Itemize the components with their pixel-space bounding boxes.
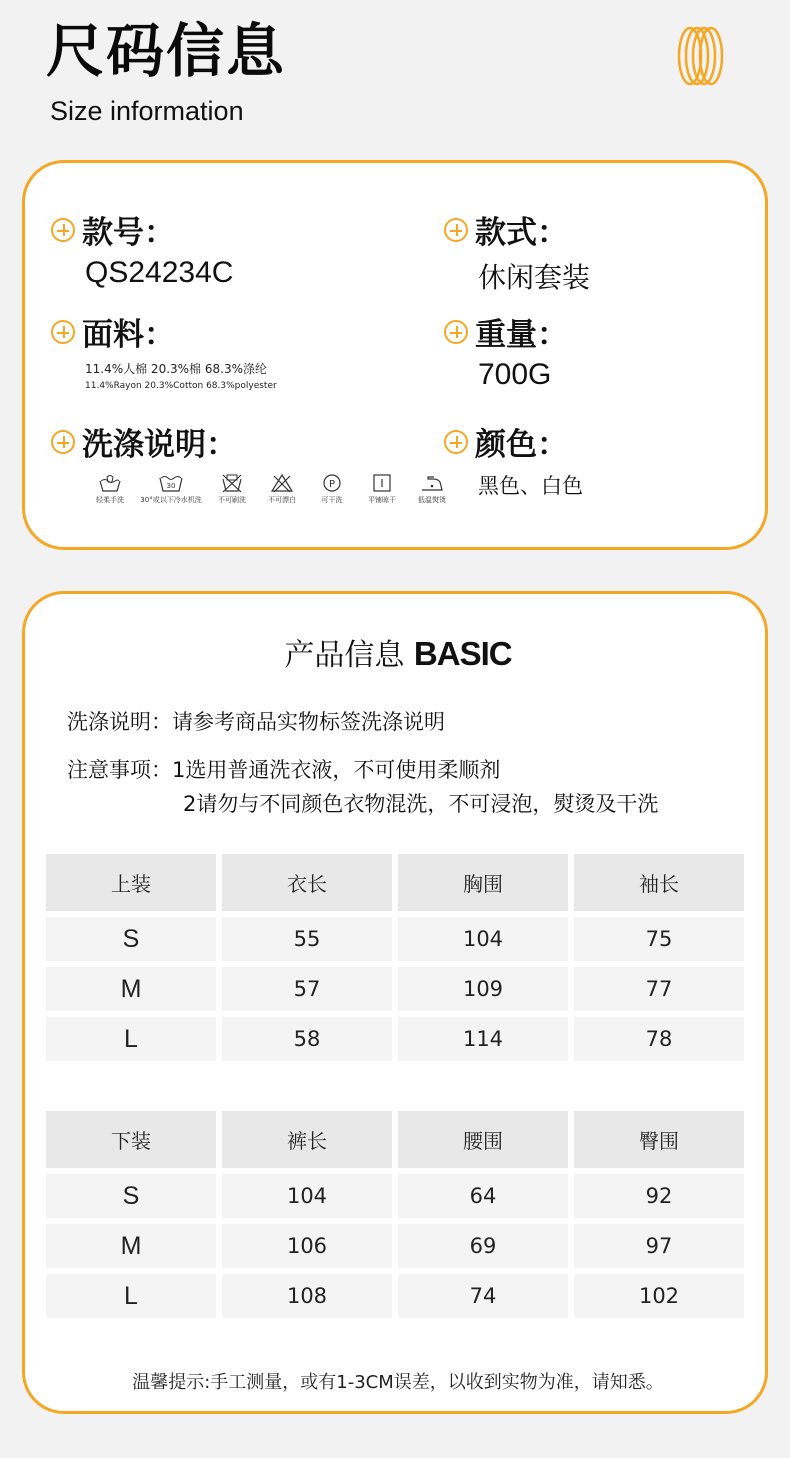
rings-logo-icon (676, 24, 728, 88)
no-brush-icon (219, 473, 245, 493)
style-no-value: QS24234C (85, 256, 234, 289)
care-item: 不可漂白 (258, 473, 306, 505)
care-item: 平铺晾干 (358, 473, 406, 505)
table-cell: 104 (398, 917, 568, 961)
size-cell: L (46, 1017, 216, 1061)
plus-circle-icon (444, 430, 468, 454)
plus-circle-icon (51, 320, 75, 344)
table-header-cell: 下装 (46, 1111, 216, 1168)
plus-circle-icon (444, 320, 468, 344)
weight-label: 重量： (475, 317, 568, 353)
table-header-cell: 袖长 (574, 854, 744, 911)
hand-wash-icon (97, 473, 123, 493)
svg-text:30: 30 (166, 482, 176, 490)
color-field (444, 419, 583, 500)
color-label: 颜色： (475, 427, 568, 463)
basic-title-cn: 产品信息 (284, 638, 405, 673)
plus-circle-icon (444, 218, 468, 242)
table-cell: 109 (398, 967, 568, 1011)
top-size-table (46, 854, 748, 1067)
size-cell: M (46, 1224, 216, 1268)
page-subtitle: Size information (50, 96, 244, 126)
table-cell: 108 (222, 1274, 392, 1318)
caution-note-1: 注意事项：1选用普通洗衣液，不可使用柔顺剂 (67, 758, 501, 782)
plus-circle-icon (51, 430, 75, 454)
table-cell: 57 (222, 967, 392, 1011)
table-cell: 58 (222, 1017, 392, 1061)
table-cell: 104 (222, 1174, 392, 1218)
low-iron-icon (419, 473, 445, 493)
table-row (46, 1174, 748, 1218)
dry-clean-p-icon (319, 473, 345, 493)
machine-wash-30-icon (158, 473, 184, 493)
page-title: 尺码信息 (46, 17, 287, 85)
fabric-composition-cn: 11.4%人棉 20.3%棉 68.3%涤纶 (85, 362, 267, 376)
table-header-cell: 臀围 (574, 1111, 744, 1168)
style-no-field (51, 207, 233, 290)
style-label: 款式： (475, 215, 568, 251)
table-cell: 77 (574, 967, 744, 1011)
table-cell: 78 (574, 1017, 744, 1061)
care-icons-row (86, 473, 458, 505)
table-header-cell: 衣长 (222, 854, 392, 911)
table-header-cell: 上装 (46, 854, 216, 911)
size-cell: L (46, 1274, 216, 1318)
fabric-label: 面料： (82, 317, 175, 353)
table-cell: 55 (222, 917, 392, 961)
table-header-row (46, 1111, 748, 1168)
table-cell: 64 (398, 1174, 568, 1218)
basic-title-en: BASIC (413, 635, 512, 672)
wash-label: 洗涤说明： (82, 427, 237, 463)
table-row (46, 917, 748, 961)
footer-tip: 温馨提示:手工测量，或有1-3CM误差，以收到实物为准，请知悉。 (132, 1372, 664, 1393)
basic-title (25, 630, 771, 674)
style-field (444, 207, 590, 296)
table-row (46, 967, 748, 1011)
table-row (46, 1274, 748, 1318)
color-value: 黑色、白色 (478, 474, 583, 498)
size-cell: M (46, 967, 216, 1011)
table-header-cell: 裤长 (222, 1111, 392, 1168)
table-cell: 114 (398, 1017, 568, 1061)
style-no-label: 款号： (82, 215, 175, 251)
no-bleach-icon (269, 473, 295, 493)
table-cell: 75 (574, 917, 744, 961)
table-cell: 74 (398, 1274, 568, 1318)
product-basic-card (22, 591, 768, 1414)
table-cell: 102 (574, 1274, 744, 1318)
table-row (46, 1017, 748, 1061)
size-cell: S (46, 917, 216, 961)
table-cell: 69 (398, 1224, 568, 1268)
weight-field (444, 309, 568, 392)
table-cell: 106 (222, 1224, 392, 1268)
care-item: 低温熨烫 (408, 473, 456, 505)
flat-dry-icon (369, 473, 395, 493)
table-row (46, 1224, 748, 1268)
table-header-cell: 胸围 (398, 854, 568, 911)
plus-circle-icon (51, 218, 75, 242)
weight-value: 700G (478, 358, 552, 391)
wash-field (51, 419, 237, 464)
table-header-cell: 腰围 (398, 1111, 568, 1168)
bottom-size-table (46, 1111, 748, 1324)
caution-note-2: 2请勿与不同颜色衣物混洗，不可浸泡，熨烫及干洗 (183, 792, 659, 816)
wash-note: 洗涤说明：请参考商品实物标签洗涤说明 (67, 710, 445, 734)
size-cell: S (46, 1174, 216, 1218)
table-cell: 97 (574, 1224, 744, 1268)
table-cell: 92 (574, 1174, 744, 1218)
style-value: 休闲套装 (478, 261, 591, 294)
care-item: 30 30°或以下冷水机洗 (136, 473, 206, 505)
care-item: 轻柔手洗 (86, 473, 134, 505)
fabric-field (51, 309, 277, 391)
care-item: 不可刷洗 (208, 473, 256, 505)
fabric-composition-en: 11.4%Rayon 20.3%Cotton 68.3%polyester (85, 381, 277, 391)
svg-text:P: P (328, 479, 336, 490)
care-item: P 可干洗 (308, 473, 356, 505)
table-header-row (46, 854, 748, 911)
